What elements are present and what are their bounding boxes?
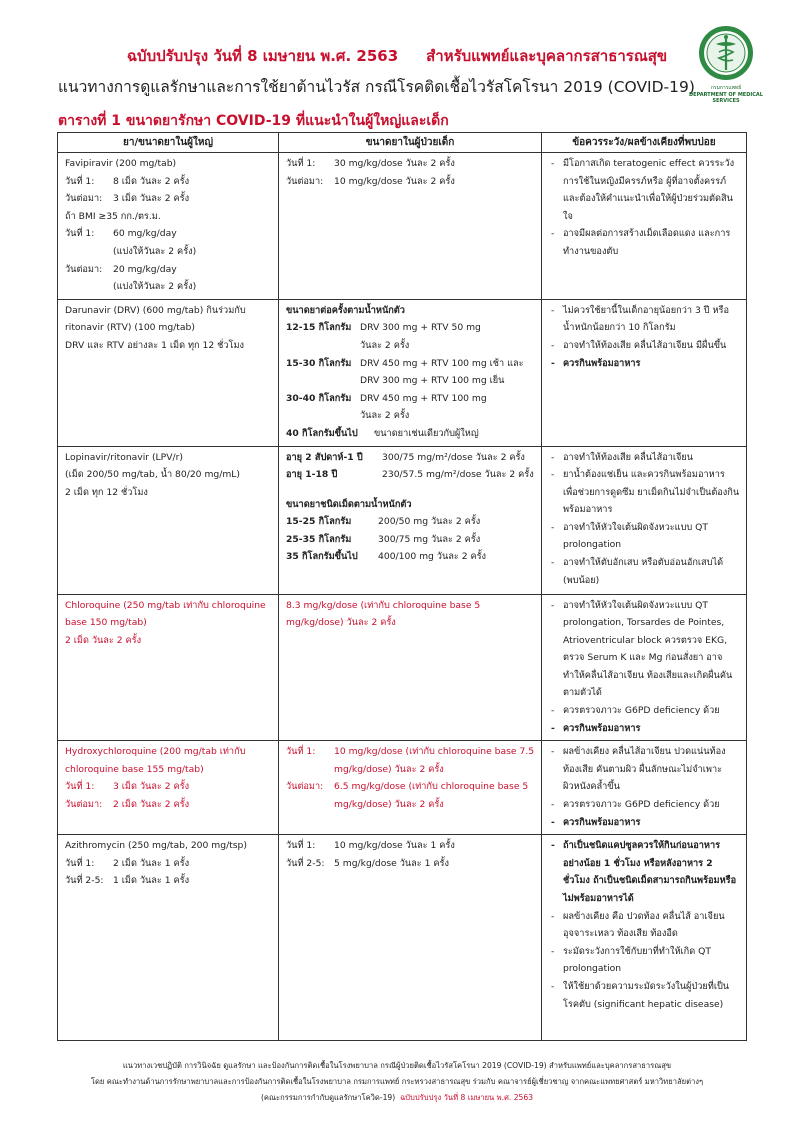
dose-note: (แบ่งให้วันละ 2 ครั้ง)	[113, 281, 197, 293]
age-band: อายุ 2 สัปดาห์-1 ปี	[286, 451, 363, 463]
weight-band: 12-15 กิโลกรัม	[286, 322, 352, 334]
weight-band: 25-35 กิโลกรัม	[286, 533, 352, 545]
column-header-precautions: ข้อควรระวัง/ผลข้างเคียงที่พบบ่อย	[542, 133, 747, 153]
drug-formulation: (เม็ด 200/50 mg/tab, น้ำ 80/20 mg/mL)	[65, 469, 240, 481]
dose-label: วันที่ 1:	[65, 781, 95, 793]
dose-value: DRV 450 mg + RTV 100 mg เช้า และ	[360, 357, 524, 369]
dose-label: วันต่อมา:	[286, 781, 324, 793]
drug-name: Hydroxychloroquine (200 mg/tab เท่ากับ chloroquine base 155 mg/tab)	[65, 746, 246, 775]
precaution-item: - อาจทำให้ท้องเสีย คลื่นไส้อาเจียน มีผื่นขึ้น	[549, 337, 740, 355]
table-caption: ตารางที่ 1 ขนาดยารักษา COVID-19 ที่แนะนำในผู้ใหญ่และเด็ก	[58, 113, 449, 129]
precaution-item: - ควรกินพร้อมอาหาร	[549, 814, 740, 832]
dose-label: วันที่ 1:	[286, 746, 316, 758]
adult-dose-cell	[58, 446, 279, 594]
table-row-azithromycin	[58, 835, 747, 1041]
dose-value: 2 เม็ด ทุก 12 ชั่วโมง	[65, 486, 148, 498]
adult-dose-cell	[58, 835, 279, 1041]
dose-note: วันละ 2 ครั้ง	[360, 339, 410, 351]
dose-value: 8.3 mg/kg/dose (เท่ากับ chloroquine base 5 mg/kg/dose) วันละ 2 ครั้ง	[286, 599, 481, 629]
pediatric-dose-cell	[279, 153, 542, 300]
precautions-cell	[542, 594, 747, 741]
weight-band: 30-40 กิโลกรัม	[286, 392, 352, 404]
pediatric-dose-cell	[279, 835, 542, 1041]
dose-value: 230/57.5 mg/m²/dose วันละ 2 ครั้ง	[382, 469, 534, 481]
precaution-item: - ควรตรวจภาวะ G6PD deficiency ด้วย	[549, 702, 740, 720]
logo-caption-th: กรมการแพทย์	[710, 85, 742, 91]
drug-name: Chloroquine (250 mg/tab เท่ากับ chloroquine base 150 mg/tab)	[65, 599, 266, 629]
dose-label: วันต่อมา:	[65, 799, 103, 811]
page-footer	[0, 1058, 794, 1106]
dose-value: 30 mg/kg/dose วันละ 2 ครั้ง	[334, 158, 455, 169]
table-row-darunavir	[58, 299, 747, 446]
dose-value: 3 เม็ด วันละ 2 ครั้ง	[113, 193, 190, 205]
precaution-item: - ผลข้างเคียง คลื่นไส้อาเจียน ปวดแน่นท้อง ท้องเสีย คันตามผิว ผื่นลักษณะไม่จำเพาะ ผิวหนังคล้ำขึ้น	[549, 743, 740, 796]
column-header-pediatric: ขนาดยาในผู้ป่วยเด็ก	[279, 133, 542, 153]
dose-label: วันต่อมา:	[65, 193, 103, 205]
precautions-cell	[542, 153, 747, 300]
pediatric-dose-cell	[279, 446, 542, 594]
age-band: อายุ 1-18 ปี	[286, 469, 338, 481]
drug-name: Lopinavir/ritonavir (LPV/r)	[65, 451, 183, 463]
bmi-condition: ถ้า BMI ≥35 กก./ตร.ม.	[65, 210, 161, 222]
adult-dose-cell	[58, 299, 279, 446]
table-header-row	[58, 133, 747, 153]
dose-value: 300/75 mg/m²/dose วันละ 2 ครั้ง	[382, 451, 525, 463]
document-subtitle: แนวทางการดูแลรักษาและการใช้ยาต้านไวรัส กรณีโรคติดเชื้อไวรัสโคโรนา 2019 (COVID-19)	[58, 78, 695, 96]
dose-value: 3 เม็ด วันละ 2 ครั้ง	[113, 781, 190, 793]
dose-value: 2 เม็ด วันละ 2 ครั้ง	[113, 799, 190, 811]
moph-seal-icon	[683, 24, 769, 84]
dose-value: 20 mg/kg/day	[113, 263, 177, 275]
dose-label: วันที่ 1:	[286, 840, 316, 852]
dose-label: วันต่อมา:	[65, 263, 103, 275]
precautions-cell	[542, 835, 747, 1041]
precaution-item: - อาจมีผลต่อการสร้างเม็ดเลือดแดง และการทำงานของตับ	[549, 225, 740, 260]
title-audience: สำหรับแพทย์และบุคลากรสาธารณสุข	[426, 47, 668, 65]
precautions-cell	[542, 446, 747, 594]
dose-label: วันที่ 1:	[286, 158, 316, 169]
footer-line: โดย คณะทำงานด้านการรักษาพยาบาลและการป้องกันการติดเชื้อในโรงพยาบาล กรมการแพทย์ กระทรวงสาธารณสุข ร่วมกับ คณาจารย์ผู้เชี่ยวชาญ จากคณะแพทยศาสตร์ มหาวิทยาลัยต่างๆ	[90, 1077, 704, 1086]
precaution-item: - ควรตรวจภาวะ G6PD deficiency ด้วย	[549, 796, 740, 814]
dose-value: 2 เม็ด วันละ 1 ครั้ง	[113, 857, 190, 869]
precaution-item: - ควรกินพร้อมอาหาร	[549, 355, 740, 373]
precaution-item: - ไม่ควรใช้ยานี้ในเด็กอายุน้อยกว่า 3 ปี หรือน้ำหนักน้อยกว่า 10 กิโลกรัม	[549, 302, 740, 337]
table-row-lopinavir	[58, 446, 747, 594]
precaution-item: - ยาน้ำต้องแช่เย็น และควรกินพร้อมอาหาร เพื่อช่วยการดูดซึม ยาเม็ดกินไม่จำเป็นต้องกินพร้อมอาหาร	[549, 466, 740, 519]
dose-value: 200/50 mg วันละ 2 ครั้ง	[378, 516, 481, 528]
footer-revision-date: ฉบับปรับปรุง วันที่ 8 เมษายน พ.ศ. 2563	[400, 1093, 534, 1102]
weight-dose-heading: ขนาดยาต่อครั้งตามน้ำหนักตัว	[286, 304, 405, 316]
drug-dosage-table	[57, 132, 747, 1041]
dose-value: 10 mg/kg/dose วันละ 1 ครั้ง	[334, 840, 455, 852]
dose-value: DRV 300 mg + RTV 50 mg	[360, 322, 481, 334]
footer-line: แนวทางเวชปฏิบัติ การวินิจฉัย ดูแลรักษา และป้องกันการติดเชื้อในโรงพยาบาล กรณีผู้ป่วยติดเชื้อไวรัสโคโรนา 2019 (COVID-19) สำหรับแพทย์และบุคลากรสาธารณสุข	[122, 1061, 672, 1070]
dose-label: วันต่อมา:	[286, 175, 324, 187]
precaution-item: - ระมัดระวังการใช้กับยาที่ทำให้เกิด QT prolongation	[549, 943, 740, 978]
weight-dose-heading: ขนาดยาชนิดเม็ดตามน้ำหนักตัว	[286, 498, 412, 510]
logo-caption-en: DEPARTMENT OF MEDICAL SERVICES	[689, 92, 763, 104]
dose-value: 400/100 mg วันละ 2 ครั้ง	[378, 551, 487, 563]
adult-dose-cell	[58, 153, 279, 300]
weight-band: 15-30 กิโลกรัม	[286, 357, 352, 369]
weight-band: 15-25 กิโลกรัม	[286, 516, 352, 528]
dose-value: 6.5 mg/kg/dose (เท่ากับ chloroquine base 5 mg/kg/dose) วันละ 2 ครั้ง	[334, 781, 529, 811]
dose-value: DRV 450 mg + RTV 100 mg	[360, 392, 487, 404]
precaution-item: - มีโอกาสเกิด teratogenic effect ควรระวังการใช้ในหญิงมีครรภ์หรือ ผู้ที่อาจตั้งครรภ์ และต้องให้คำแนะนำเพื่อให้ผู้ป่วยร่วมตัดสินใจ	[549, 155, 740, 225]
dose-value: 300/75 mg วันละ 2 ครั้ง	[378, 533, 481, 545]
dose-value: 8 เม็ด วันละ 2 ครั้ง	[113, 175, 190, 187]
footer-line	[0, 1090, 794, 1106]
dose-value: 60 mg/kg/day	[113, 228, 177, 240]
precaution-item: - ถ้าเป็นชนิดแคปซูลควรให้กินก่อนอาหารอย่างน้อย 1 ชั่วโมง หรือหลังอาหาร 2 ชั่วโมง ถ้าเป็นชนิดเม็ดสามารถกินพร้อมหรือไม่พร้อมอาหารได้	[549, 837, 740, 907]
column-header-adult: ยา/ขนาดยาในผู้ใหญ่	[58, 133, 279, 153]
dose-note: (แบ่งให้วันละ 2 ครั้ง)	[113, 245, 197, 257]
table-row-hydroxychloroquine	[58, 741, 747, 835]
document-title	[0, 44, 794, 68]
precaution-item: - อาจทำให้ตับอักเสบ หรือตับอ่อนอักเสบได้ (พบน้อย)	[549, 554, 740, 589]
dose-label: วันที่ 2-5:	[65, 875, 104, 887]
dose-value: 10 mg/kg/dose (เท่ากับ chloroquine base 7.5 mg/kg/dose) วันละ 2 ครั้ง	[334, 746, 535, 775]
adult-dose-cell	[58, 594, 279, 741]
precautions-cell	[542, 741, 747, 835]
dose-value: 1 เม็ด วันละ 1 ครั้ง	[113, 875, 190, 887]
dose-note: DRV 300 mg + RTV 100 mg เย็น	[360, 375, 505, 387]
table-row-chloroquine	[58, 594, 747, 741]
precaution-item: - อาจทำให้หัวใจเต้นผิดจังหวะแบบ QT prolongation, Torsardes de Pointes, Atrioventricular block ควรตรวจ EKG, ตรวจ Serum K และ Mg ก่อนสั่งยา อาจทำให้คลื่นไส้อาเจียน ท้องเสียและเกิดผื่นคันตามตัวได้	[549, 597, 740, 703]
dose-label: วันที่ 2-5:	[286, 857, 325, 869]
precautions-cell	[542, 299, 747, 446]
precaution-item: - อาจทำให้หัวใจเต้นผิดจังหวะแบบ QT prolongation	[549, 519, 740, 554]
precaution-item: - ผลข้างเคียง คือ ปวดท้อง คลื่นไส้ อาเจียน อุจจาระเหลว ท้องเสีย ท้องอืด	[549, 908, 740, 943]
pediatric-dose-cell	[279, 741, 542, 835]
dose-label: วันที่ 1:	[65, 175, 95, 187]
footer-committee: (คณะกรรมการกำกับดูแลรักษาโควิด-19)	[260, 1093, 396, 1102]
title-update-date: ฉบับปรับปรุง วันที่ 8 เมษายน พ.ศ. 2563	[126, 47, 399, 65]
dose-note: วันละ 2 ครั้ง	[360, 410, 410, 422]
dose-value: 10 mg/kg/dose วันละ 2 ครั้ง	[334, 175, 455, 187]
weight-band: 35 กิโลกรัมขึ้นไป	[286, 551, 358, 563]
pediatric-dose-cell	[279, 594, 542, 741]
dose-value: 2 เม็ด วันละ 2 ครั้ง	[65, 634, 142, 646]
drug-name: Darunavir (DRV) (600 mg/tab) กินร่วมกับ ritonavir (RTV) (100 mg/tab)	[65, 304, 246, 334]
precaution-item: - อาจทำให้ท้องเสีย คลื่นไส้อาเจียน	[549, 449, 740, 467]
drug-name: Favipiravir (200 mg/tab)	[65, 158, 177, 169]
dose-value: 5 mg/kg/dose วันละ 1 ครั้ง	[334, 857, 449, 869]
weight-band: 40 กิโลกรัมขึ้นไป	[286, 427, 358, 439]
table-row-favipiravir	[58, 153, 747, 300]
department-logo	[683, 24, 769, 104]
dose-label: วันที่ 1:	[65, 857, 95, 869]
dose-label: วันที่ 1:	[65, 228, 95, 240]
drug-name: Azithromycin (250 mg/tab, 200 mg/tsp)	[65, 840, 247, 852]
dose-value: ขนาดยาเช่นเดียวกับผู้ใหญ่	[374, 427, 479, 439]
adult-dose-cell	[58, 741, 279, 835]
pediatric-dose-cell	[279, 299, 542, 446]
precaution-item: - ควรกินพร้อมอาหาร	[549, 720, 740, 738]
precaution-item: - ให้ใช้ยาด้วยความระมัดระวังในผู้ป่วยที่เป็นโรคตับ (significant hepatic disease)	[549, 978, 740, 1013]
dose-value: DRV และ RTV อย่างละ 1 เม็ด ทุก 12 ชั่วโมง	[65, 339, 245, 351]
